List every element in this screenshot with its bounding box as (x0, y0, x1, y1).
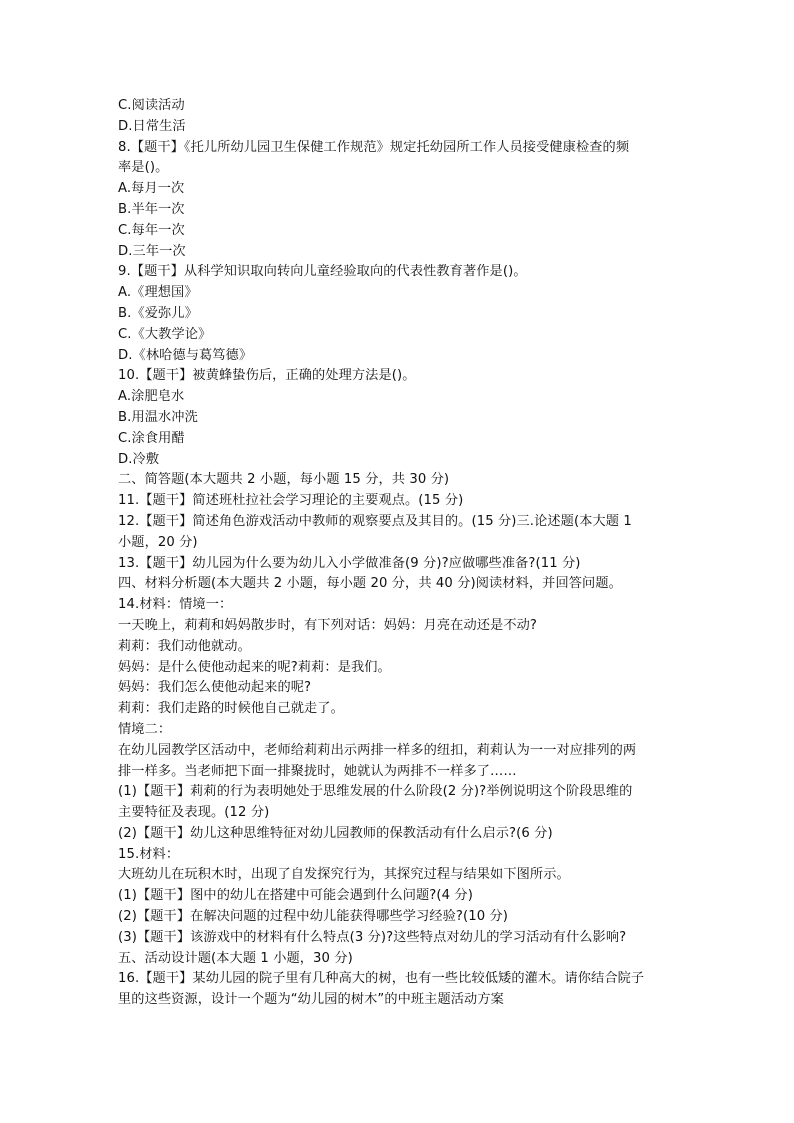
sub-question-continued: 主要特征及表现。(12 分) (118, 805, 270, 821)
sub-question: (3)【题干】该游戏中的材料有什么特点(3 分)?这些特点对幼儿的学习活动有什么影响? (118, 929, 627, 945)
section-heading: 五、活动设计题(本大题 1 小题，30 分) (118, 950, 353, 966)
option-line: D.日常生活 (118, 118, 186, 134)
option-line: C.每年一次 (118, 222, 185, 238)
sub-question: (2)【题干】幼儿这种思维特征对幼儿园教师的保教活动有什么启示?(6 分) (118, 825, 553, 841)
material-line: 莉莉：我们动他就动。 (118, 638, 251, 654)
material-line: 情境二： (118, 721, 172, 737)
sub-question: (2)【题干】在解决问题的过程中幼儿能获得哪些学习经验?(10 分) (118, 909, 509, 925)
material-line: 大班幼儿在玩积木时，出现了自发探究行为，其探究过程与结果如下图所示。 (118, 867, 570, 883)
question-stem: 12.【题干】简述角色游戏活动中教师的观察要点及其目的。(15 分)三.论述题(本大题 1 (118, 513, 632, 529)
section-heading: 四、材料分析题(本大题共 2 小题，每小题 20 分，共 40 分)阅读材料，并回答问题。 (118, 576, 622, 592)
sub-question: (1)【题干】图中的幼儿在搭建中可能会遇到什么问题?(4 分) (118, 888, 473, 904)
option-line: B.半年一次 (118, 201, 185, 217)
document-body (118, 96, 678, 1011)
question-stem: 9.【题干】从科学知识取向转向儿童经验取向的代表性教育著作是()。 (118, 264, 527, 280)
material-line: 一天晚上，莉莉和妈妈散步时，有下列对话：妈妈：月亮在动还是不动? (118, 617, 538, 633)
material-line: 莉莉：我们走路的时候他自己就走了。 (118, 701, 344, 717)
option-line: D.冷敷 (118, 451, 160, 467)
question-stem-continued: 率是()。 (118, 160, 169, 176)
question-stem: 11.【题干】简述班杜拉社会学习理论的主要观点。(15 分) (118, 493, 464, 509)
option-line: C.阅读活动 (118, 98, 185, 113)
option-line: B.《爱弥儿》 (118, 305, 198, 321)
question-stem: 10.【题干】被黄蜂蛰伤后，正确的处理方法是()。 (118, 368, 416, 384)
option-line: A.《理想国》 (118, 285, 198, 301)
option-line: D.三年一次 (118, 243, 186, 259)
question-stem: 8.【题干】《托儿所幼儿园卫生保健工作规范》规定托幼园所工作人员接受健康检查的频 (118, 139, 630, 155)
option-line: B.用温水冲洗 (118, 409, 198, 425)
material-line: 妈妈：是什么使他动起来的呢?莉莉：是我们。 (118, 659, 391, 675)
material-line: 14.材料：情境一： (118, 597, 233, 613)
sub-question: (1)【题干】莉莉的行为表明她处于思维发展的什么阶段(2 分)?举例说明这个阶段思维的 (118, 784, 633, 800)
option-line: C.涂食用醋 (118, 430, 185, 446)
question-stem-continued: 里的这些资源，设计一个题为“幼儿园的树木”的中班主题活动方案 (118, 992, 504, 1008)
material-line: 15.材料： (118, 846, 180, 862)
option-line: C.《大教学论》 (118, 326, 212, 342)
question-stem: 16.【题干】某幼儿园的院子里有几种高大的树，也有一些比较低矮的灌木。请你结合院子 (118, 971, 645, 987)
option-line: A.涂肥皂水 (118, 389, 185, 405)
option-line: A.每月一次 (118, 181, 185, 197)
material-line: 在幼儿园教学区活动中，老师给莉莉出示两排一样多的纽扣，莉莉认为一一对应排列的两 (118, 742, 637, 758)
question-stem-continued: 小题，20 分) (118, 534, 198, 550)
question-stem: 13.【题干】幼儿园为什么要为幼儿入小学做准备(9 分)?应做哪些准备?(11 分) (118, 555, 581, 571)
material-line: 排一样多。当老师把下面一排聚拢时，她就认为两排不一样多了…… (118, 763, 517, 779)
option-line: D.《林哈德与葛笃德》 (118, 347, 253, 363)
material-line: 妈妈：我们怎么使他动起来的呢? (118, 680, 312, 696)
section-heading: 二、简答题(本大题共 2 小题，每小题 15 分，共 30 分) (118, 472, 450, 488)
